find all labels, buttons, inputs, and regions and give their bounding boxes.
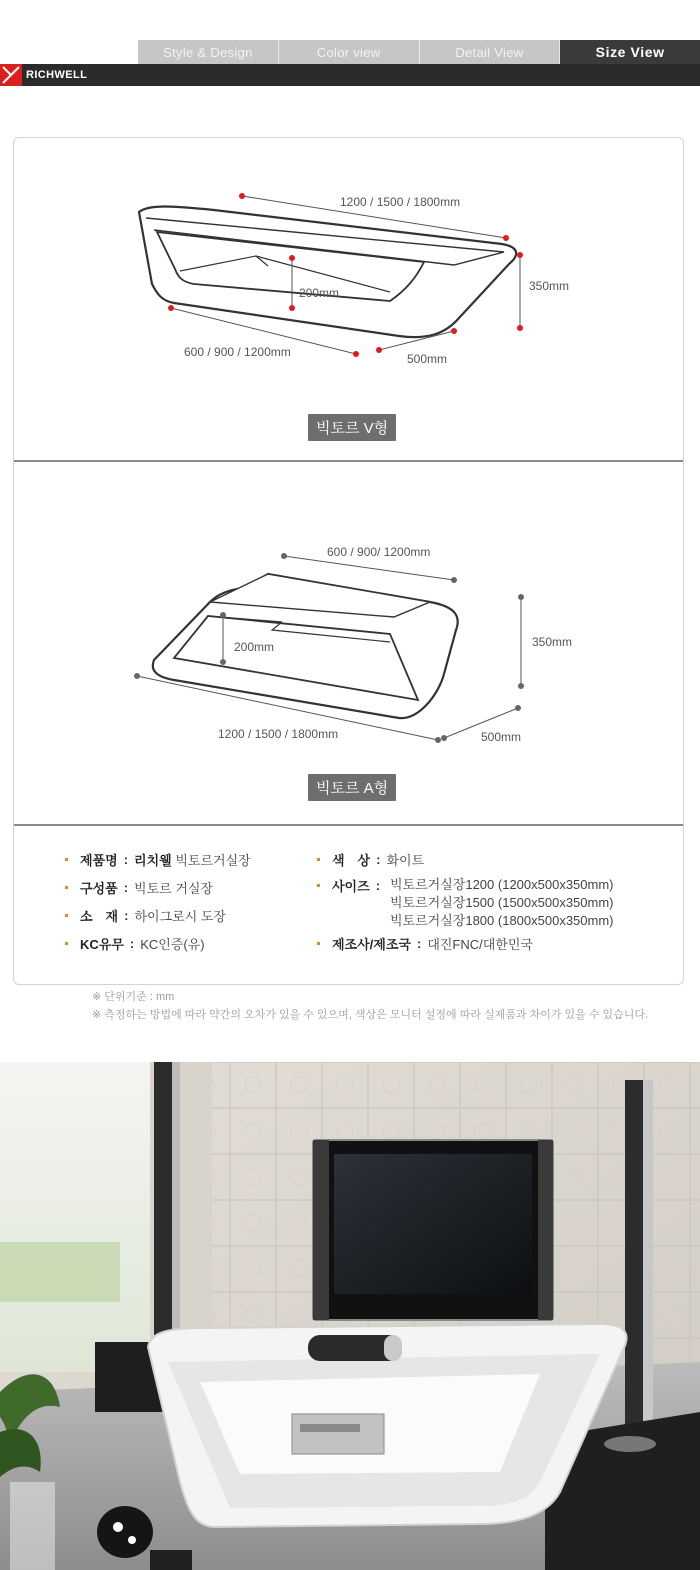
living-room-illustration [0,1062,700,1570]
a-depth-label: 500mm [481,730,522,744]
product-photo [0,1062,700,1570]
bullet-icon [65,914,68,917]
richwell-logo-icon [0,64,22,86]
a-type-drawing [14,462,683,827]
info-row-product-name: 제품명 : 리치웰 빅토르거실장 [65,850,251,869]
size-value-1500: 빅토르거실장1500 (1500x500x350mm) [390,895,614,910]
bullet-icon [65,886,68,889]
tab-detail-view[interactable]: Detail View [419,40,560,64]
product-info [14,824,683,984]
note-disclaimer: ※ 측정하는 방법에 따라 약간의 오차가 있을 수 있으며, 색상은 모니터 설정에 따라 실제품과 차이가 있을 수 있습니다. [92,1009,649,1021]
a-height-label: 350mm [532,635,573,649]
v-type-drawing [14,138,683,460]
brand-bar [0,64,700,86]
info-row-material: 소 재 : 하이그로시 도장 [65,906,226,925]
v-bottom-label: 600 / 900 / 1200mm [184,345,291,359]
brand-name: RICHWELL [26,69,88,81]
info-row-components: 구성품 : 빅토르 거실장 [65,878,213,897]
a-inner-label: 200mm [234,640,275,654]
info-row-color: 색 상 : 화이트 [317,850,424,869]
note-unit: ※ 단위기준 : mm [92,991,175,1003]
tab-size-view[interactable]: Size View [559,40,700,64]
bullet-icon [65,942,68,945]
v-inner-label: 200mm [299,286,340,300]
size-value-1200: 빅토르거실장1200 (1200x500x350mm) [390,877,614,892]
tab-style-design[interactable]: Style & Design [138,40,278,64]
v-height-label: 350mm [529,279,570,293]
v-depth-label: 500mm [407,352,448,366]
header [0,0,700,90]
bullet-icon [65,858,68,861]
size-value-1800: 빅토르거실장1800 (1800x500x350mm) [390,913,614,928]
v-type-badge: 빅토르 V형 [308,414,396,441]
info-row-kc: KC유무 : KC인증(유) [65,934,205,953]
info-row-maker: 제조사/제조국 : 대진FNC/대한민국 [317,934,533,953]
size-spec-box [13,137,684,985]
a-top-label: 600 / 900/ 1200mm [327,545,431,559]
diagram-v-type [14,138,683,460]
size-values [390,876,614,930]
bullet-icon [317,858,320,861]
measurement-notes [92,988,648,1024]
a-length-label: 1200 / 1500 / 1800mm [218,727,339,741]
bullet-icon [317,884,320,887]
view-tabs [138,40,700,64]
bullet-icon [317,942,320,945]
info-row-size: 사이즈 : [317,876,386,895]
tab-color-view[interactable]: Color view [278,40,419,64]
a-type-badge: 빅토르 A형 [308,774,396,801]
v-length-label: 1200 / 1500 / 1800mm [340,195,461,209]
diagram-a-type [14,460,683,825]
